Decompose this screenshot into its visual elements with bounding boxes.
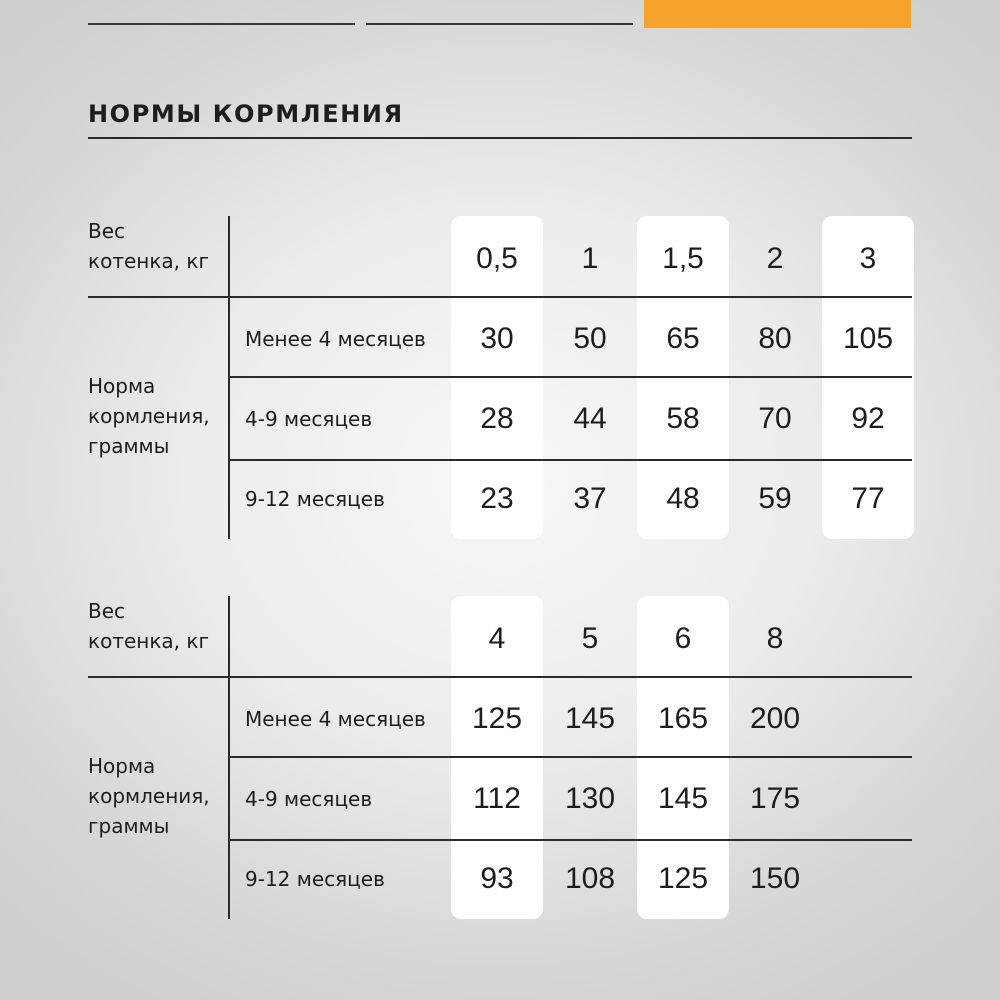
- table-cell: 125: [657, 862, 709, 895]
- weight-label-line: Вес: [88, 219, 126, 243]
- age-row-label: 9-12 месяцев: [245, 867, 385, 891]
- table-cell: 77: [851, 482, 885, 515]
- table-cell: 70: [758, 402, 792, 435]
- age-row-label: 9-12 месяцев: [245, 487, 385, 511]
- row-divider: [228, 839, 912, 841]
- norm-label-line: Норма: [88, 374, 156, 398]
- table-cell: 23: [480, 482, 514, 515]
- table-cell: 80: [758, 322, 792, 355]
- column-divider: [228, 596, 230, 919]
- table-cell: 93: [480, 862, 514, 895]
- weight-label: [88, 596, 209, 656]
- table-cell: 108: [564, 862, 616, 895]
- table-cell: 125: [471, 702, 523, 735]
- table-cell: 130: [564, 782, 616, 815]
- title-divider: [88, 137, 912, 139]
- weight-value: 8: [766, 622, 784, 655]
- feeding-table: [0, 596, 1000, 920]
- norm-label: [88, 371, 210, 461]
- row-divider: [88, 296, 912, 298]
- table-cell: 37: [573, 482, 607, 515]
- table-cell: 44: [573, 402, 607, 435]
- table-cell: 30: [480, 322, 514, 355]
- norm-label-line: граммы: [88, 434, 170, 458]
- weight-label-line: котенка, кг: [88, 629, 209, 653]
- table-cell: 145: [564, 702, 616, 735]
- table-cell: 28: [480, 402, 514, 435]
- table-cell: 175: [749, 782, 801, 815]
- row-divider: [228, 376, 912, 378]
- table-cell: 92: [851, 402, 885, 435]
- tab-2[interactable]: [366, 23, 633, 25]
- age-row-label: 4-9 месяцев: [245, 407, 373, 431]
- table-cell: 48: [666, 482, 700, 515]
- table-cell: 150: [749, 862, 801, 895]
- table-cell: 165: [657, 702, 709, 735]
- weight-label: [88, 216, 209, 276]
- norm-label-line: граммы: [88, 814, 170, 838]
- norm-label-line: кормления,: [88, 404, 210, 428]
- weight-value: 1: [581, 242, 599, 275]
- weight-value: 5: [581, 622, 599, 655]
- column-divider: [228, 216, 230, 539]
- table-cell: 58: [666, 402, 700, 435]
- table-cell: 112: [473, 782, 521, 815]
- age-row-label: 4-9 месяцев: [245, 787, 373, 811]
- table-cell: 145: [657, 782, 709, 815]
- weight-value: 3: [859, 242, 877, 275]
- norm-label: [88, 751, 210, 841]
- age-row-label: Менее 4 месяцев: [245, 707, 426, 731]
- row-divider: [88, 676, 912, 678]
- table-cell: 65: [666, 322, 700, 355]
- row-divider: [228, 459, 912, 461]
- weight-value: 4: [488, 622, 506, 655]
- tab-3-active[interactable]: [644, 0, 911, 28]
- table-cell: 59: [758, 482, 792, 515]
- weight-value: 2: [766, 242, 784, 275]
- page-title: НОРМЫ КОРМЛЕНИЯ: [88, 100, 404, 128]
- weight-label-line: Вес: [88, 599, 126, 623]
- norm-label-line: кормления,: [88, 784, 210, 808]
- weight-value: 1,5: [662, 242, 704, 275]
- table-cell: 105: [842, 322, 894, 355]
- weight-label-line: котенка, кг: [88, 249, 209, 273]
- age-row-label: Менее 4 месяцев: [245, 327, 426, 351]
- tab-1[interactable]: [88, 23, 355, 25]
- norm-label-line: Норма: [88, 754, 156, 778]
- weight-value: 0,5: [476, 242, 518, 275]
- feeding-table: [0, 216, 1000, 540]
- table-cell: 50: [573, 322, 607, 355]
- weight-value: 6: [674, 622, 692, 655]
- table-cell: 200: [749, 702, 801, 735]
- row-divider: [228, 756, 912, 758]
